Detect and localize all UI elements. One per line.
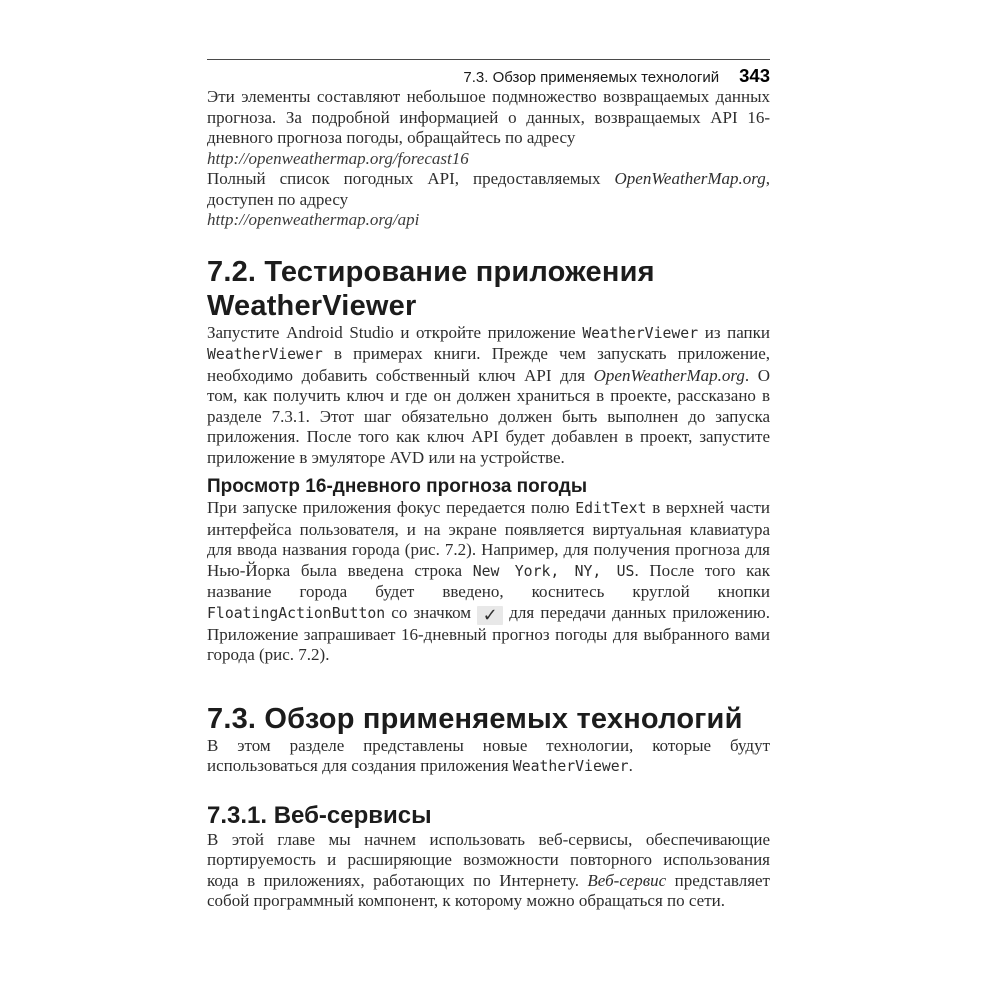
paragraph-text: При запуске приложения фокус передается полю (207, 498, 576, 517)
paragraph-api-list (207, 169, 770, 210)
url-text: http://openweathermap.org/api (207, 210, 420, 229)
page-number: 343 (739, 65, 770, 86)
section-heading-7-3: 7.3. Обзор применяемых технологий (207, 702, 743, 735)
paragraph-app-usage (207, 498, 770, 666)
term-web-service: Веб-сервис (587, 870, 667, 890)
paragraph-text: представляет собой программный компонент, к которому можно обращаться по сети. (207, 870, 770, 910)
url-forecast16 (207, 149, 770, 170)
code-weatherviewer: WeatherViewer (207, 346, 323, 363)
brand-name: OpenWeatherMap.org (593, 365, 745, 385)
paragraph-text: , доступен по адресу (207, 169, 770, 209)
section-heading-7-2: 7.2. Тестирование приложения WeatherViewer (207, 255, 655, 322)
url-text: http://openweathermap.org/forecast16 (207, 148, 469, 168)
paragraph-text: . О том, как получить ключ и где он должен храниться в проекте, рассказано в разделе 7.3.1. Этот шаг обязательно должен быть выполнен до запуска приложения. После того как ключ API будет добавлен в проект, запустите приложение в эмуляторе AVD или на устройстве. (207, 365, 770, 467)
url-api (207, 210, 770, 231)
running-title: 7.3. Обзор применяемых технологий (463, 69, 720, 86)
paragraph-text: В этой главе мы начнем использовать веб-сервисы, обеспечивающие портируемость и расширяющие возможности повторного использования кода в приложениях, работающих по Интернету. (207, 829, 770, 890)
paragraph-text: Запустите Android Studio и откройте приложение (207, 322, 583, 342)
paragraph-text: В этом разделе представлены новые технологии, которые будут использоваться для создания приложения (207, 735, 770, 775)
running-head (207, 65, 770, 87)
paragraph-text: со значком (385, 602, 478, 622)
subsection-heading-7-3-1: 7.3.1. Веб-сервисы (207, 801, 432, 829)
header-rule (207, 59, 770, 60)
paragraph-text: в верхней части интерфейса пользователя, и на экране появляется виртуальная клавиатура для ввода названия города (рис. 7.2). Например, для получения прогноза для Нью-Йорка была введена строка (207, 498, 770, 580)
paragraph-run-app (207, 323, 770, 469)
code-newyork: New York, NY, US (472, 562, 635, 580)
code-weatherviewer: WeatherViewer (512, 758, 629, 775)
paragraph-text: из папки (698, 322, 770, 342)
checkmark-icon: ✓ (477, 606, 503, 625)
paragraph-forecast-elements (207, 87, 770, 149)
paragraph-text: . После того как название города будет введено, коснитесь круглой кнопки (207, 560, 770, 601)
code-weatherviewer: WeatherViewer (582, 324, 699, 342)
subsection-heading-view-forecast: Просмотр 16-дневного прогноза погоды (207, 476, 588, 497)
code-fab: FloatingActionButton (207, 604, 386, 622)
code-edittext: EditText (575, 500, 647, 517)
paragraph-text: в примерах книги. Прежде чем запускать приложение, необходимо добавить собственный ключ API для (207, 344, 770, 385)
brand-name: OpenWeatherMap.org (614, 169, 766, 188)
page-content (207, 87, 770, 912)
paragraph-text: Эти элементы составляют небольшое подмножество возвращаемых данных прогноза. За подробной информацией о данных, возвращаемых API 16-дневного прогноза погоды, обращайтесь по адресу (207, 87, 770, 147)
paragraph-new-technologies (207, 736, 770, 778)
paragraph-web-services (207, 830, 770, 912)
paragraph-text: . (628, 756, 633, 775)
paragraph-text: для передачи данных приложению. Приложение запрашивает 16-дневный прогноз погоды для выбранного вами города (рис. 7.2). (207, 602, 771, 664)
paragraph-text: Полный список погодных API, предоставляемых (207, 169, 615, 188)
